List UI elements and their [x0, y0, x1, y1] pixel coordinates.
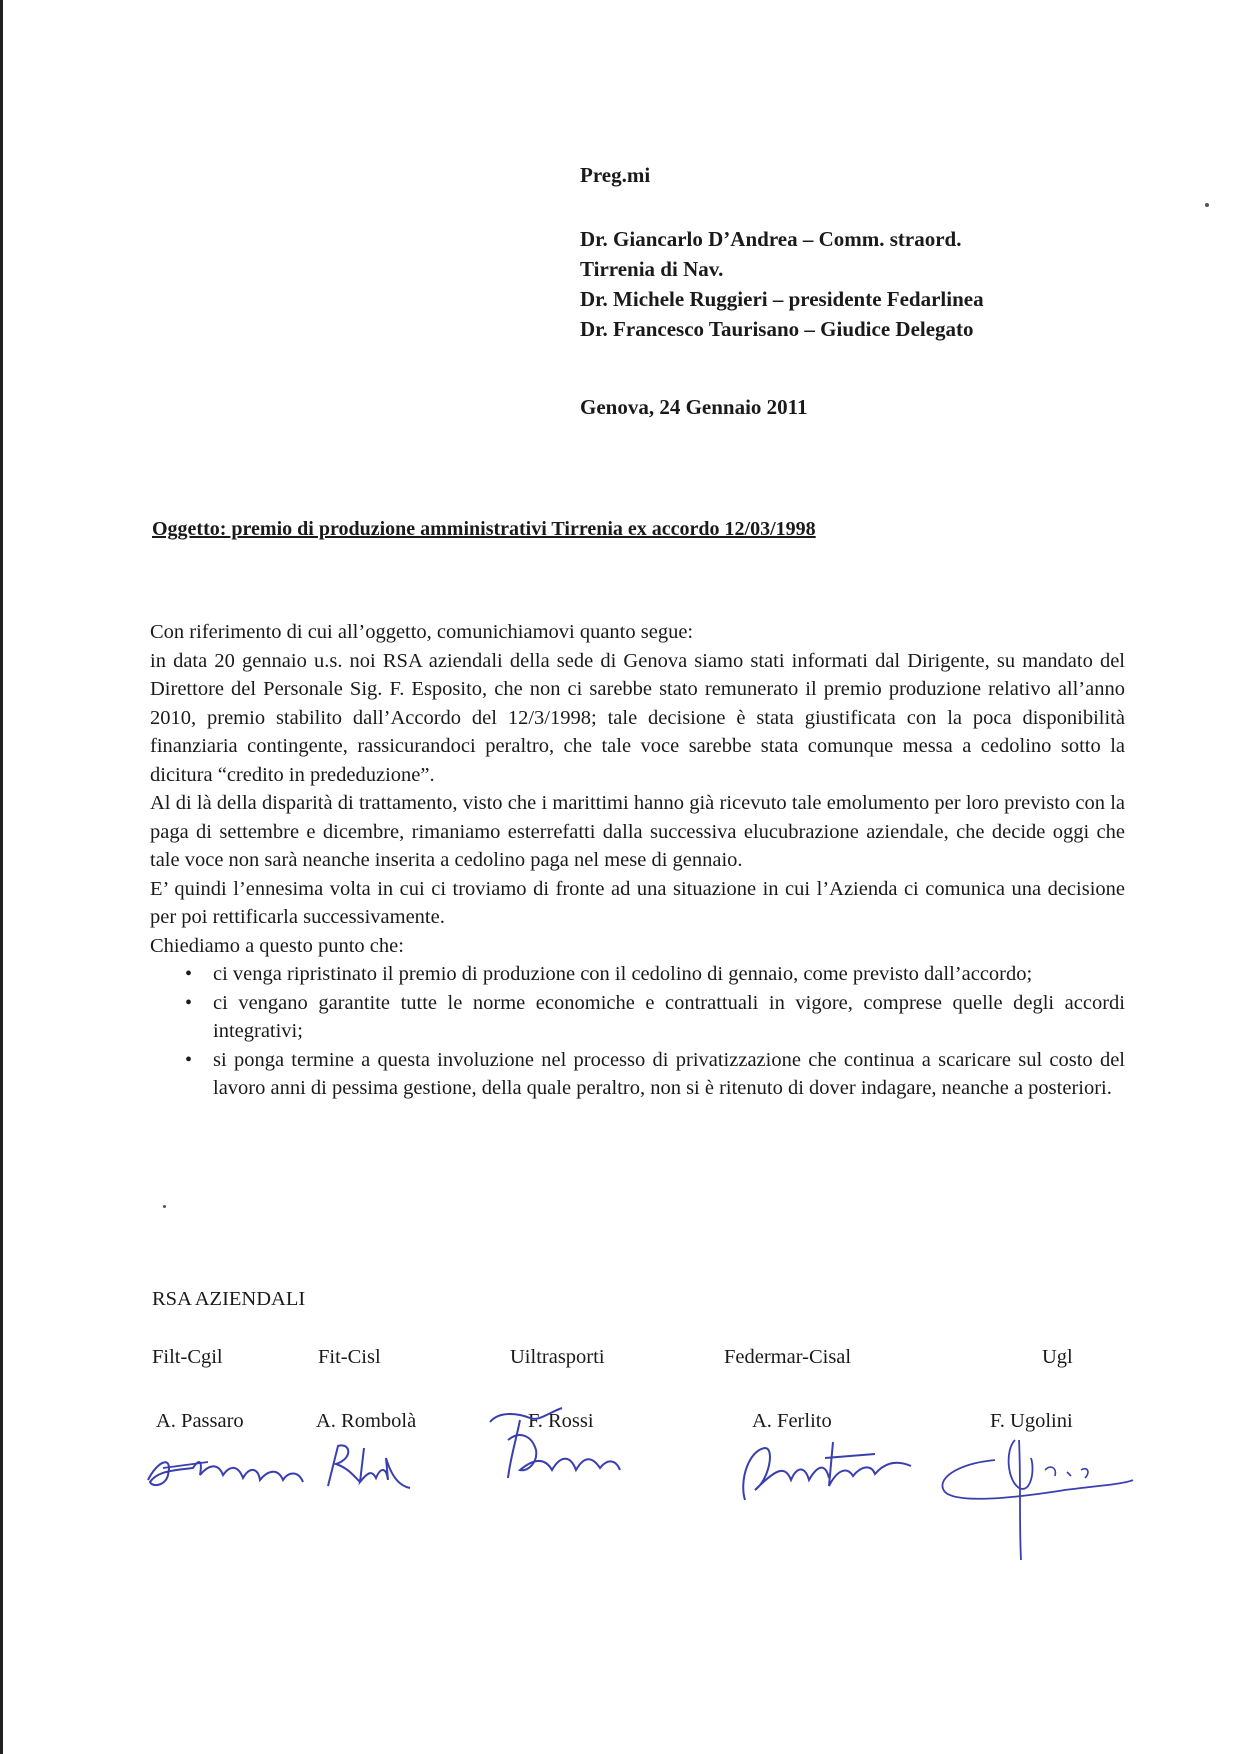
body-paragraph: E’ quindi l’ennesima volta in cui ci troviamo di fronte ad una situazione in cui l’Azienda ci comunica una decisione per poi rettificarla successivamente.	[150, 877, 1125, 928]
signer-name: A. Rombolà	[316, 1410, 417, 1432]
recipient-line: Tirrenia di Nav.	[580, 257, 724, 281]
union-name: Ugl	[1042, 1346, 1073, 1368]
union-name: Uiltrasporti	[510, 1346, 605, 1368]
recipient-line: Dr. Giancarlo D’Andrea – Comm. straord.	[580, 227, 962, 251]
letter-date: Genova, 24 Gennaio 2011	[580, 395, 808, 419]
union-name: Filt-Cgil	[152, 1346, 223, 1368]
salutation: Preg.mi	[580, 163, 651, 187]
letter-subject: Oggetto: premio di produzione amministrativi Tirrenia ex accordo 12/03/1998	[152, 518, 816, 540]
signer-name: F. Rossi	[528, 1410, 594, 1432]
request-list	[150, 960, 1125, 1103]
signature-rossi	[480, 1400, 630, 1490]
addressee-block	[580, 160, 984, 344]
scan-speck	[1205, 203, 1209, 207]
signer-name: A. Passaro	[156, 1410, 244, 1432]
recipient-line: Dr. Francesco Taurisano – Giudice Delegato	[580, 317, 974, 341]
request-item: • si ponga termine a questa involuzione nel processo di privatizzazione che continua a scaricare sul costo del lavoro anni di pessima gestione, della quale peraltro, non si è ritenuto di dover indagare, neanche a posteriori.	[185, 1046, 1125, 1103]
signer-name: A. Ferlito	[752, 1410, 832, 1432]
signature-ferlito	[725, 1430, 925, 1510]
signer-name: F. Ugolini	[990, 1410, 1073, 1432]
recipient-line: Dr. Michele Ruggieri – presidente Fedarlinea	[580, 287, 984, 311]
letter-body	[150, 618, 1125, 1103]
signature-rombola	[320, 1438, 420, 1498]
body-paragraph: Al di là della disparità di trattamento, visto che i marittimi hanno già ricevuto tale emolumento per loro previsto con la paga di settembre e dicembre, rimaniamo esterrefatti dalla successiva elucubrazione aziendale, che decide oggi che tale voce non sarà neanche inserita a cedolino paga nel mese di gennaio.	[150, 792, 1125, 871]
signoff: RSA AZIENDALI	[152, 1288, 306, 1310]
union-name: Fit-Cisl	[318, 1346, 381, 1368]
body-paragraph: Con riferimento di cui all’oggetto, comunichiamovi quanto segue:	[150, 621, 694, 643]
union-name: Federmar-Cisal	[724, 1346, 852, 1368]
body-paragraph: Chiediamo a questo punto che:	[150, 934, 404, 957]
scan-speck	[163, 1205, 166, 1208]
request-item: • ci venga ripristinato il premio di produzione con il cedolino di gennaio, come previsto dall’accordo;	[185, 960, 1125, 989]
scan-edge	[0, 0, 3, 1754]
request-item: • ci vengano garantite tutte le norme economiche e contrattuali in vigore, comprese quelle degli accordi integrativi;	[185, 989, 1125, 1046]
signature-ugolini	[935, 1420, 1135, 1570]
body-paragraph: in data 20 gennaio u.s. noi RSA aziendali della sede di Genova siamo stati informati dal Dirigente, su mandato del Direttore del Personale Sig. F. Esposito, che non ci sarebbe stato remunerato il premio produzione relativo all’anno 2010, premio stabilito dall’Accordo del 12/3/1998; tale decisione è stata giustificata con la poca disponibilità finanziaria contingente, rassicurandoci peraltro, che tale voce sarebbe stata comunque messa a cedolino sotto la dicitura “credito in prededuzione”.	[150, 649, 1125, 786]
signature-passaro	[138, 1440, 313, 1500]
